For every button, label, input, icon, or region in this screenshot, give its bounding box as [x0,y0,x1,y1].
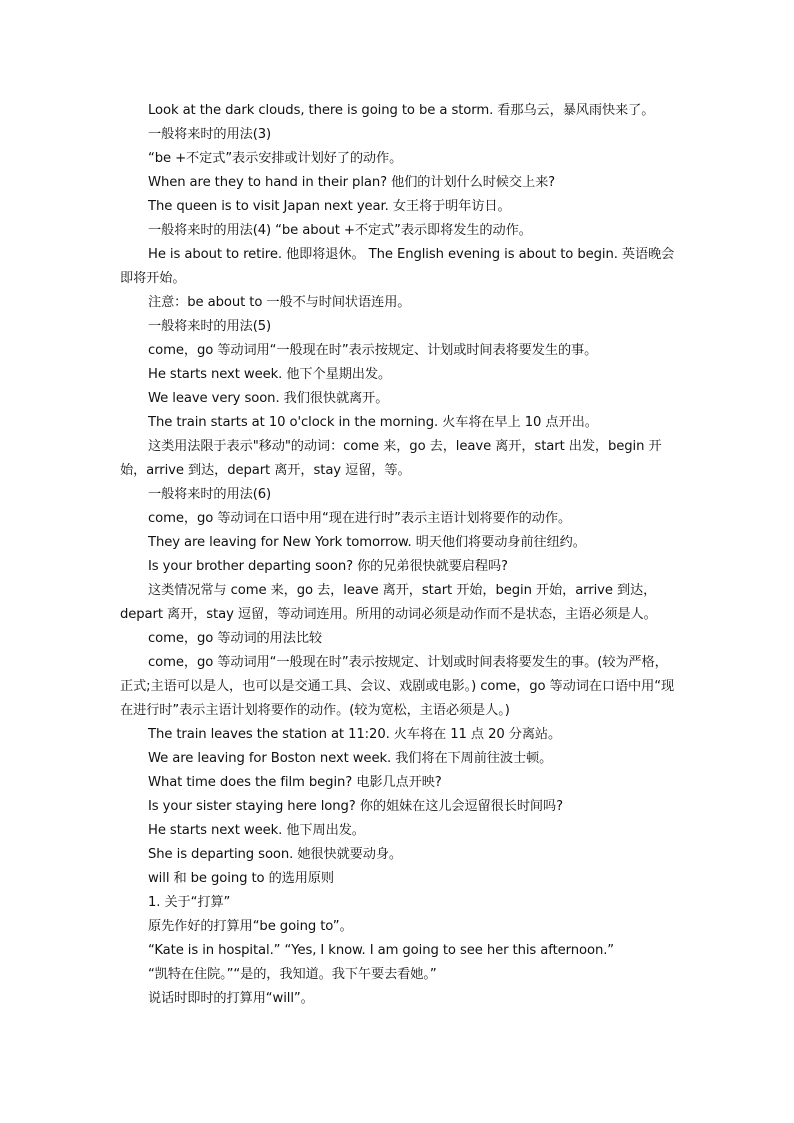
section-heading: 一般将来时的用法(3) [148,127,272,142]
paragraph: come，go 等动词在口语中用“现在进行时”表示主语计划将要作的动作。 [148,511,572,526]
paragraph: He starts next week. 他下周出发。 [148,823,365,838]
paragraph: The train leaves the station at 11:20. 火车将在 11 点 20 分离站。 [148,727,562,742]
section-heading: will 和 be going to 的选用原则 [148,871,335,886]
subsection-heading: 1. 关于“打算” [148,895,231,910]
paragraph: “Kate is in hospital.” “Yes, I know. I am going to see her this afternoon.” [148,943,615,958]
paragraph: The queen is to visit Japan next year. 女王将于明年访日。 [148,199,511,214]
paragraph: The train starts at 10 o'clock in the morning. 火车将在早上 10 点开出。 [148,415,598,430]
paragraph: We leave very soon. 我们很快就离开。 [148,391,389,406]
document-body [120,99,680,1011]
paragraph: They are leaving for New York tomorrow. 明天他们将要动身前往纽约。 [148,535,586,550]
section-heading: 一般将来时的用法(5) [148,319,272,334]
paragraph: He starts next week. 他下个星期出发。 [148,367,392,382]
paragraph: “be +不定式”表示安排或计划好了的动作。 [148,151,403,166]
paragraph: “凯特在住院。”“是的，我知道。我下午要去看她。” [148,967,437,982]
section-heading: 一般将来时的用法(6) [148,487,272,502]
paragraph: Is your brother departing soon? 你的兄弟很快就要启程吗? [148,559,508,574]
paragraph: When are they to hand in their plan? 他们的计划什么时候交上来? [148,175,556,190]
paragraph: She is departing soon. 她很快就要动身。 [148,847,403,862]
paragraph: 这类情况常与 come 来，go 去，leave 离开，start 开始，begin 开始，arrive 到达，depart 离开，stay 逗留，等动词连用。所用的动词必须是动作而不是状态，主语必须是人。 [120,583,657,622]
paragraph: Look at the dark clouds, there is going to be a storm. 看那乌云，暴风雨快来了。 [148,103,655,118]
section-heading: come，go 等动词的用法比较 [148,631,322,646]
paragraph: 这类用法限于表示"移动"的动词：come 来，go 去，leave 离开，start 出发，begin 开始，arrive 到达，depart 离开，stay 逗留，等。 [120,439,662,478]
paragraph: come，go 等动词用“一般现在时”表示按规定、计划或时间表将要发生的事。 [148,343,598,358]
paragraph: Is your sister staying here long? 你的姐妹在这儿会逗留很长时间吗? [148,799,563,814]
section-heading: 一般将来时的用法(4) “be about +不定式”表示即将发生的动作。 [148,223,532,238]
paragraph: We are leaving for Boston next week. 我们将在下周前往波士顿。 [148,751,553,766]
paragraph: What time does the film begin? 电影几点开映? [148,775,442,790]
paragraph: 说话时即时的打算用“will”。 [148,991,314,1006]
paragraph: He is about to retire. 他即将退休。 The English evening is about to begin. 英语晚会即将开始。 [120,247,675,286]
note-paragraph: 注意：be about to 一般不与时间状语连用。 [148,295,411,310]
paragraph: 原先作好的打算用“be going to”。 [148,919,353,934]
paragraph: come，go 等动词用“一般现在时”表示按规定、计划或时间表将要发生的事。(较为严格，正式;主语可以是人，也可以是交通工具、会议、戏剧或电影。) come，go 等动词在口语中用“现在进行时”表示主语计划将要作的动作。(较为宽松，主语必须是人。) [120,655,675,718]
